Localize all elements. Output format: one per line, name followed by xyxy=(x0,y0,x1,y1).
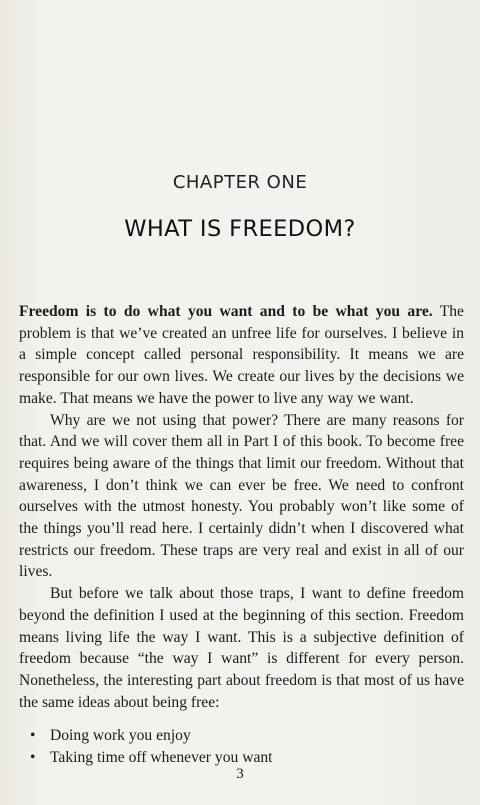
chapter-label: CHAPTER ONE xyxy=(172,172,308,193)
page-number: 3 xyxy=(236,766,244,782)
paragraph-1 xyxy=(19,301,464,410)
bullet-list xyxy=(19,725,464,768)
chapter-title: WHAT IS FREEDOM? xyxy=(124,216,356,242)
body-text xyxy=(19,301,464,769)
paragraph-1-rest: The problem is that we’ve created an unfree life for ourselves. I believe in a simple concept called personal responsibility. It means we are responsible for our own lives. We create our lives by the decisions we make. That means we have the power to live any way we want. xyxy=(19,303,464,407)
paragraph-2: Why are we not using that power? There are many reasons for that. And we will cover them all in Part I of this book. To become free requires being aware of the things that limit our freedom. Without that awareness, I don’t think we can ever be free. We need to confront ourselves with the utmost honesty. You probably won’t like some of the things you’ll read here. I certainly didn’t when I discovered what restricts our freedom. These traps are very real and exist in all of our lives. xyxy=(19,411,464,581)
bullet-item xyxy=(19,725,464,747)
lead-sentence: Freedom is to do what you want and to be what you are. xyxy=(19,303,433,320)
bullet-dot-icon: • xyxy=(30,727,36,745)
bullet-text: Doing work you enjoy xyxy=(50,727,191,745)
bullet-text: Taking time off whenever you want xyxy=(50,749,273,767)
bullet-dot-icon: • xyxy=(30,749,36,767)
paragraph-3: But before we talk about those traps, I want to define freedom beyond the definition I used at the beginning of this section. Freedom means living life the way I want. This is a subjective definition of freedom because “the way I want” is different for every person. Nonetheless, the interesting part about freedom is that most of us have the same ideas about being free: xyxy=(19,585,464,711)
